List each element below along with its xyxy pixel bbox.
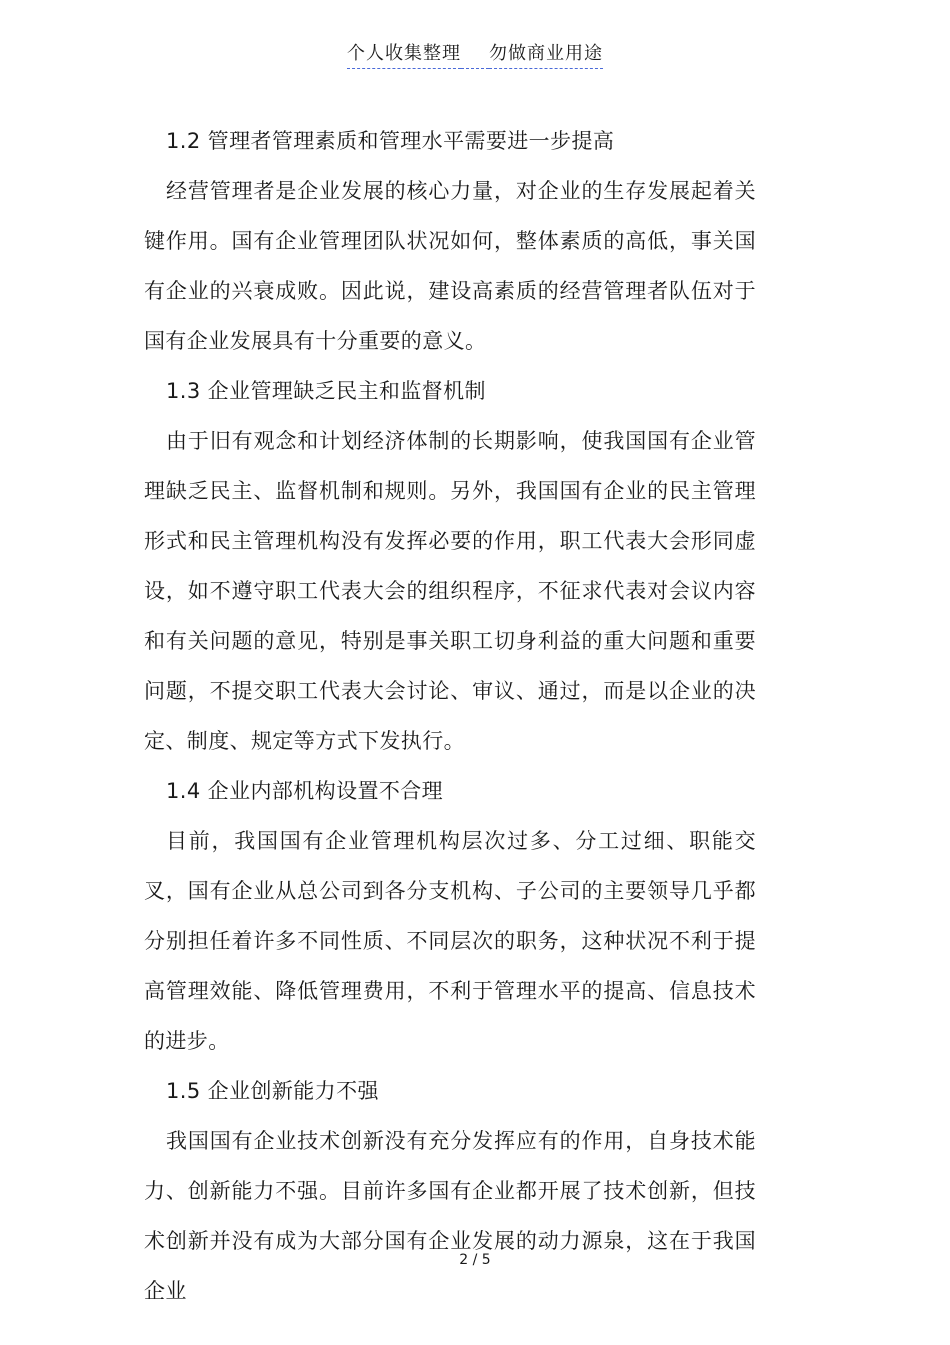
section-paragraph: 我国国有企业技术创新没有充分发挥应有的作用，自身技术能力、创新能力不强。目前许多国有企业都开展了技术创新，但技术创新并没有成为大部分国有企业发展的动力源泉，这在于我国企业	[144, 1129, 756, 1303]
section-paragraph: 由于旧有观念和计划经济体制的长期影响，使我国国有企业管理缺乏民主、监督机制和规则。另外，我国国有企业的民主管理形式和民主管理机构没有发挥必要的作用，职工代表大会形同虚设，如不遵守职工代表大会的组织程序，不征求代表对会议内容和有关问题的意见，特别是事关职工切身利益的重大问题和重要问题，不提交职工代表大会讨论、审议、通过，而是以企业的决定、制度、规定等方式下发执行。	[144, 429, 756, 753]
page-header	[0, 42, 950, 69]
section-paragraph: 目前，我国国有企业管理机构层次过多、分工过细、职能交叉，国有企业从总公司到各分支机构、子公司的主要领导几乎都分别担任着许多不同性质、不同层次的职务，这种状况不利于提高管理效能、降低管理费用，不利于管理水平的提高、信息技术的进步。	[144, 829, 756, 1053]
page-footer	[0, 1250, 950, 1270]
header-right-text: 勿做商业用途	[489, 42, 603, 69]
document-body	[144, 116, 756, 1316]
section-heading: 1.5 企业创新能力不强	[166, 1079, 379, 1103]
header-left-text: 个人收集整理	[347, 42, 461, 69]
page-number: 2 / 5	[459, 1252, 491, 1268]
section-heading: 1.2 管理者管理素质和管理水平需要进一步提高	[166, 129, 615, 153]
section-heading: 1.4 企业内部机构设置不合理	[166, 779, 444, 803]
section-heading: 1.3 企业管理缺乏民主和监督机制	[166, 379, 486, 403]
section-paragraph: 经营管理者是企业发展的核心力量，对企业的生存发展起着关键作用。国有企业管理团队状况如何，整体素质的高低，事关国有企业的兴衰成败。因此说，建设高素质的经营管理者队伍对于国有企业发展具有十分重要的意义。	[144, 179, 756, 353]
header-divider	[461, 42, 489, 69]
